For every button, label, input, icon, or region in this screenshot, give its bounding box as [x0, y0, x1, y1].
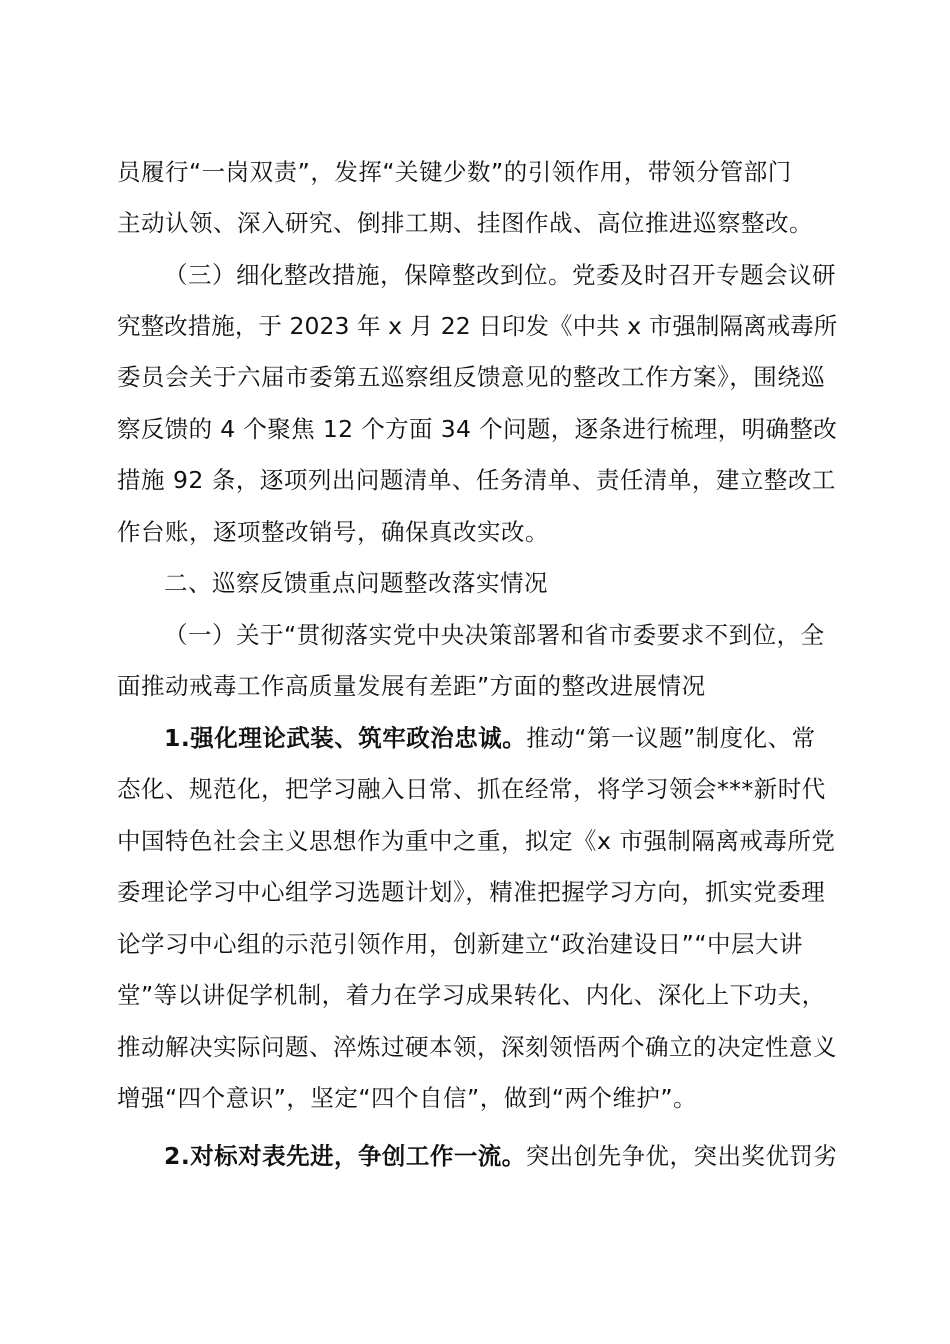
para2-heading: 2.对标对表先进，争创工作一流。	[164, 1142, 526, 1170]
text-line: 论学习中心组的示范引领作用，创新建立“政治建设日”“中层大讲	[117, 930, 804, 958]
subsection-1-heading-line: （一）关于“贯彻落实党中央决策部署和省市委要求不到位，全	[164, 621, 825, 649]
para1-heading: 1.强化理论武装、筑牢政治忠诚。	[164, 724, 527, 752]
text-line: 究整改措施，于 2023 年 x 月 22 日印发《中共 x 市强制隔离戒毒所	[117, 312, 837, 340]
text-line: 员履行“一岗双责”，发挥“关键少数”的引领作用，带领分管部门	[117, 158, 792, 186]
text-line: 委理论学习中心组学习选题计划》，精准把握学习方向，抓实党委理	[117, 878, 826, 906]
section-3-heading-line: （三）细化整改措施，保障整改到位。党委及时召开专题会议研	[164, 261, 836, 289]
text-line: 增强“四个意识”，坚定“四个自信”，做到“两个维护”。	[117, 1084, 698, 1112]
text-line: 堂”等以讲促学机制，着力在学习成果转化、内化、深化上下功夫，	[117, 981, 826, 1009]
text-line: 委员会关于六届市委第五巡察组反馈意见的整改工作方案》，围绕巡	[117, 363, 826, 391]
chapter-2-heading: 二、巡察反馈重点问题整改落实情况	[164, 569, 548, 597]
para1-first-line	[164, 718, 837, 758]
text-line: 作台账，逐项整改销号，确保真改实改。	[117, 518, 549, 546]
text-line: 态化、规范化，把学习融入日常、抓在经常，将学习领会***新时代	[117, 775, 826, 803]
text-line: 察反馈的 4 个聚焦 12 个方面 34 个问题，逐条进行梳理，明确整改	[117, 415, 837, 443]
para1-first-rest: 推动“第一议题”制度化、常	[526, 724, 816, 752]
para2-first-line	[164, 1136, 837, 1176]
text-line: 主动认领、深入研究、倒排工期、挂图作战、高位推进巡察整改。	[117, 209, 813, 237]
text-line: 中国特色社会主义思想作为重中之重，拟定《x 市强制隔离戒毒所党	[117, 827, 836, 855]
text-line: 推动解决实际问题、淬炼过硬本领，深刻领悟两个确立的决定性意义	[117, 1033, 837, 1061]
para2-first-rest: 突出创先争优，突出奖优罚劣	[525, 1142, 837, 1170]
text-line: 措施 92 条，逐项列出问题清单、任务清单、责任清单，建立整改工	[117, 466, 836, 494]
subsection-1-heading-line: 面推动戒毒工作高质量发展有差距”方面的整改进展情况	[117, 672, 706, 700]
